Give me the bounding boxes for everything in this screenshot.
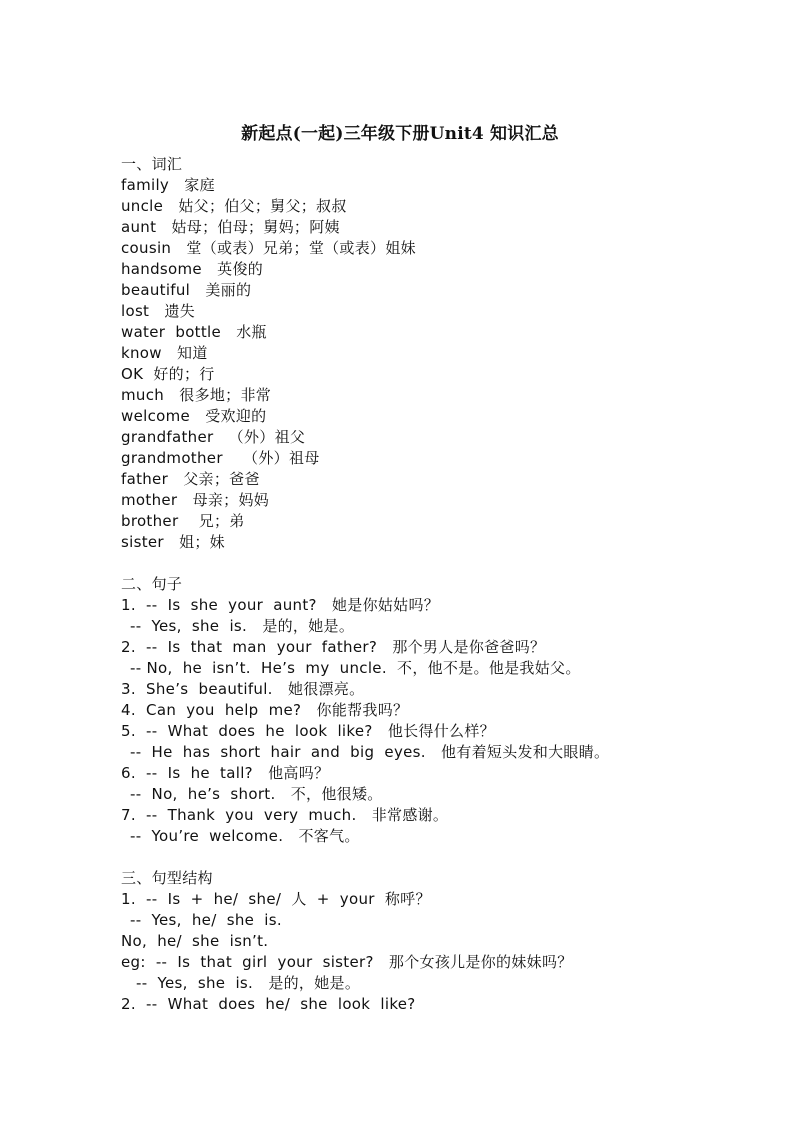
section-heading-sentences: 二、句子 xyxy=(121,575,183,593)
sentence-line: 7. -- Thank you very much. 非常感谢。 xyxy=(121,806,449,824)
vocabulary-section xyxy=(121,154,741,1015)
vocabulary-item: know 知道 xyxy=(121,344,208,362)
sentence-line: -- No, he isn’t. He’s my uncle. 不，他不是。他是我姑父。 xyxy=(130,659,581,677)
sentence-line: 3. She’s beautiful. 她很漂亮。 xyxy=(121,680,365,698)
vocabulary-item: sister 姐；妹 xyxy=(121,533,225,551)
vocabulary-item: water bottle 水瓶 xyxy=(121,323,267,341)
sentence-line: -- Yes, she is. 是的，她是。 xyxy=(130,617,355,635)
sentence-line: 4. Can you help me? 你能帮我吗？ xyxy=(121,701,409,719)
sentence-line: 6. -- Is he tall? 他高吗？ xyxy=(121,764,330,782)
pattern-line: 1. -- Is + he/ she/ 人 + your 称呼？ xyxy=(121,890,431,908)
document-title: 新起点(一起)三年级下册Unit4 知识汇总 xyxy=(241,124,559,144)
sentence-line: -- You’re welcome. 不客气。 xyxy=(130,827,360,845)
vocabulary-item: OK 好的；行 xyxy=(121,365,215,383)
sentence-line: 2. -- Is that man your father? 那个男人是你爸爸吗？ xyxy=(121,638,546,656)
sentence-line: -- He has short hair and big eyes. 他有着短头发和大眼睛。 xyxy=(130,743,610,761)
vocabulary-item: much 很多地；非常 xyxy=(121,386,272,404)
pattern-line: -- Yes, he/ she is. xyxy=(130,911,282,929)
sentence-line: -- No, he’s short. 不，他很矮。 xyxy=(130,785,383,803)
vocabulary-list xyxy=(121,175,741,553)
vocabulary-item: beautiful 美丽的 xyxy=(121,281,252,299)
vocabulary-item: cousin 堂（或表）兄弟；堂（或表）姐妹 xyxy=(121,239,416,257)
section-heading-vocabulary: 一、词汇 xyxy=(121,155,183,173)
vocabulary-item: lost 遗失 xyxy=(121,302,196,320)
pattern-line: 2. -- What does he/ she look like? xyxy=(121,995,416,1013)
pattern-list xyxy=(121,889,741,1015)
sentence-line: 1. -- Is she your aunt? 她是你姑姑吗？ xyxy=(121,596,440,614)
pattern-line: -- Yes, she is. 是的，她是。 xyxy=(136,974,361,992)
vocabulary-item: grandfather （外）祖父 xyxy=(121,428,306,446)
vocabulary-item: grandmother （外）祖母 xyxy=(121,449,320,467)
section-heading-patterns: 三、句型结构 xyxy=(121,869,213,887)
sentence-list xyxy=(121,595,741,847)
vocabulary-item: welcome 受欢迎的 xyxy=(121,407,267,425)
pattern-line: No, he/ she isn’t. xyxy=(121,932,269,950)
vocabulary-item: family 家庭 xyxy=(121,176,215,194)
vocabulary-item: brother 兄；弟 xyxy=(121,512,245,530)
vocabulary-item: handsome 英俊的 xyxy=(121,260,264,278)
vocabulary-item: aunt 姑母；伯母；舅妈；阿姨 xyxy=(121,218,340,236)
vocabulary-item: uncle 姑父；伯父；舅父；叔叔 xyxy=(121,197,347,215)
pattern-line: eg: -- Is that girl your sister? 那个女孩儿是你的妹妹吗？ xyxy=(121,953,573,971)
sentence-line: 5. -- What does he look like? 他长得什么样？ xyxy=(121,722,495,740)
vocabulary-item: father 父亲；爸爸 xyxy=(121,470,260,488)
vocabulary-item: mother 母亲；妈妈 xyxy=(121,491,270,509)
